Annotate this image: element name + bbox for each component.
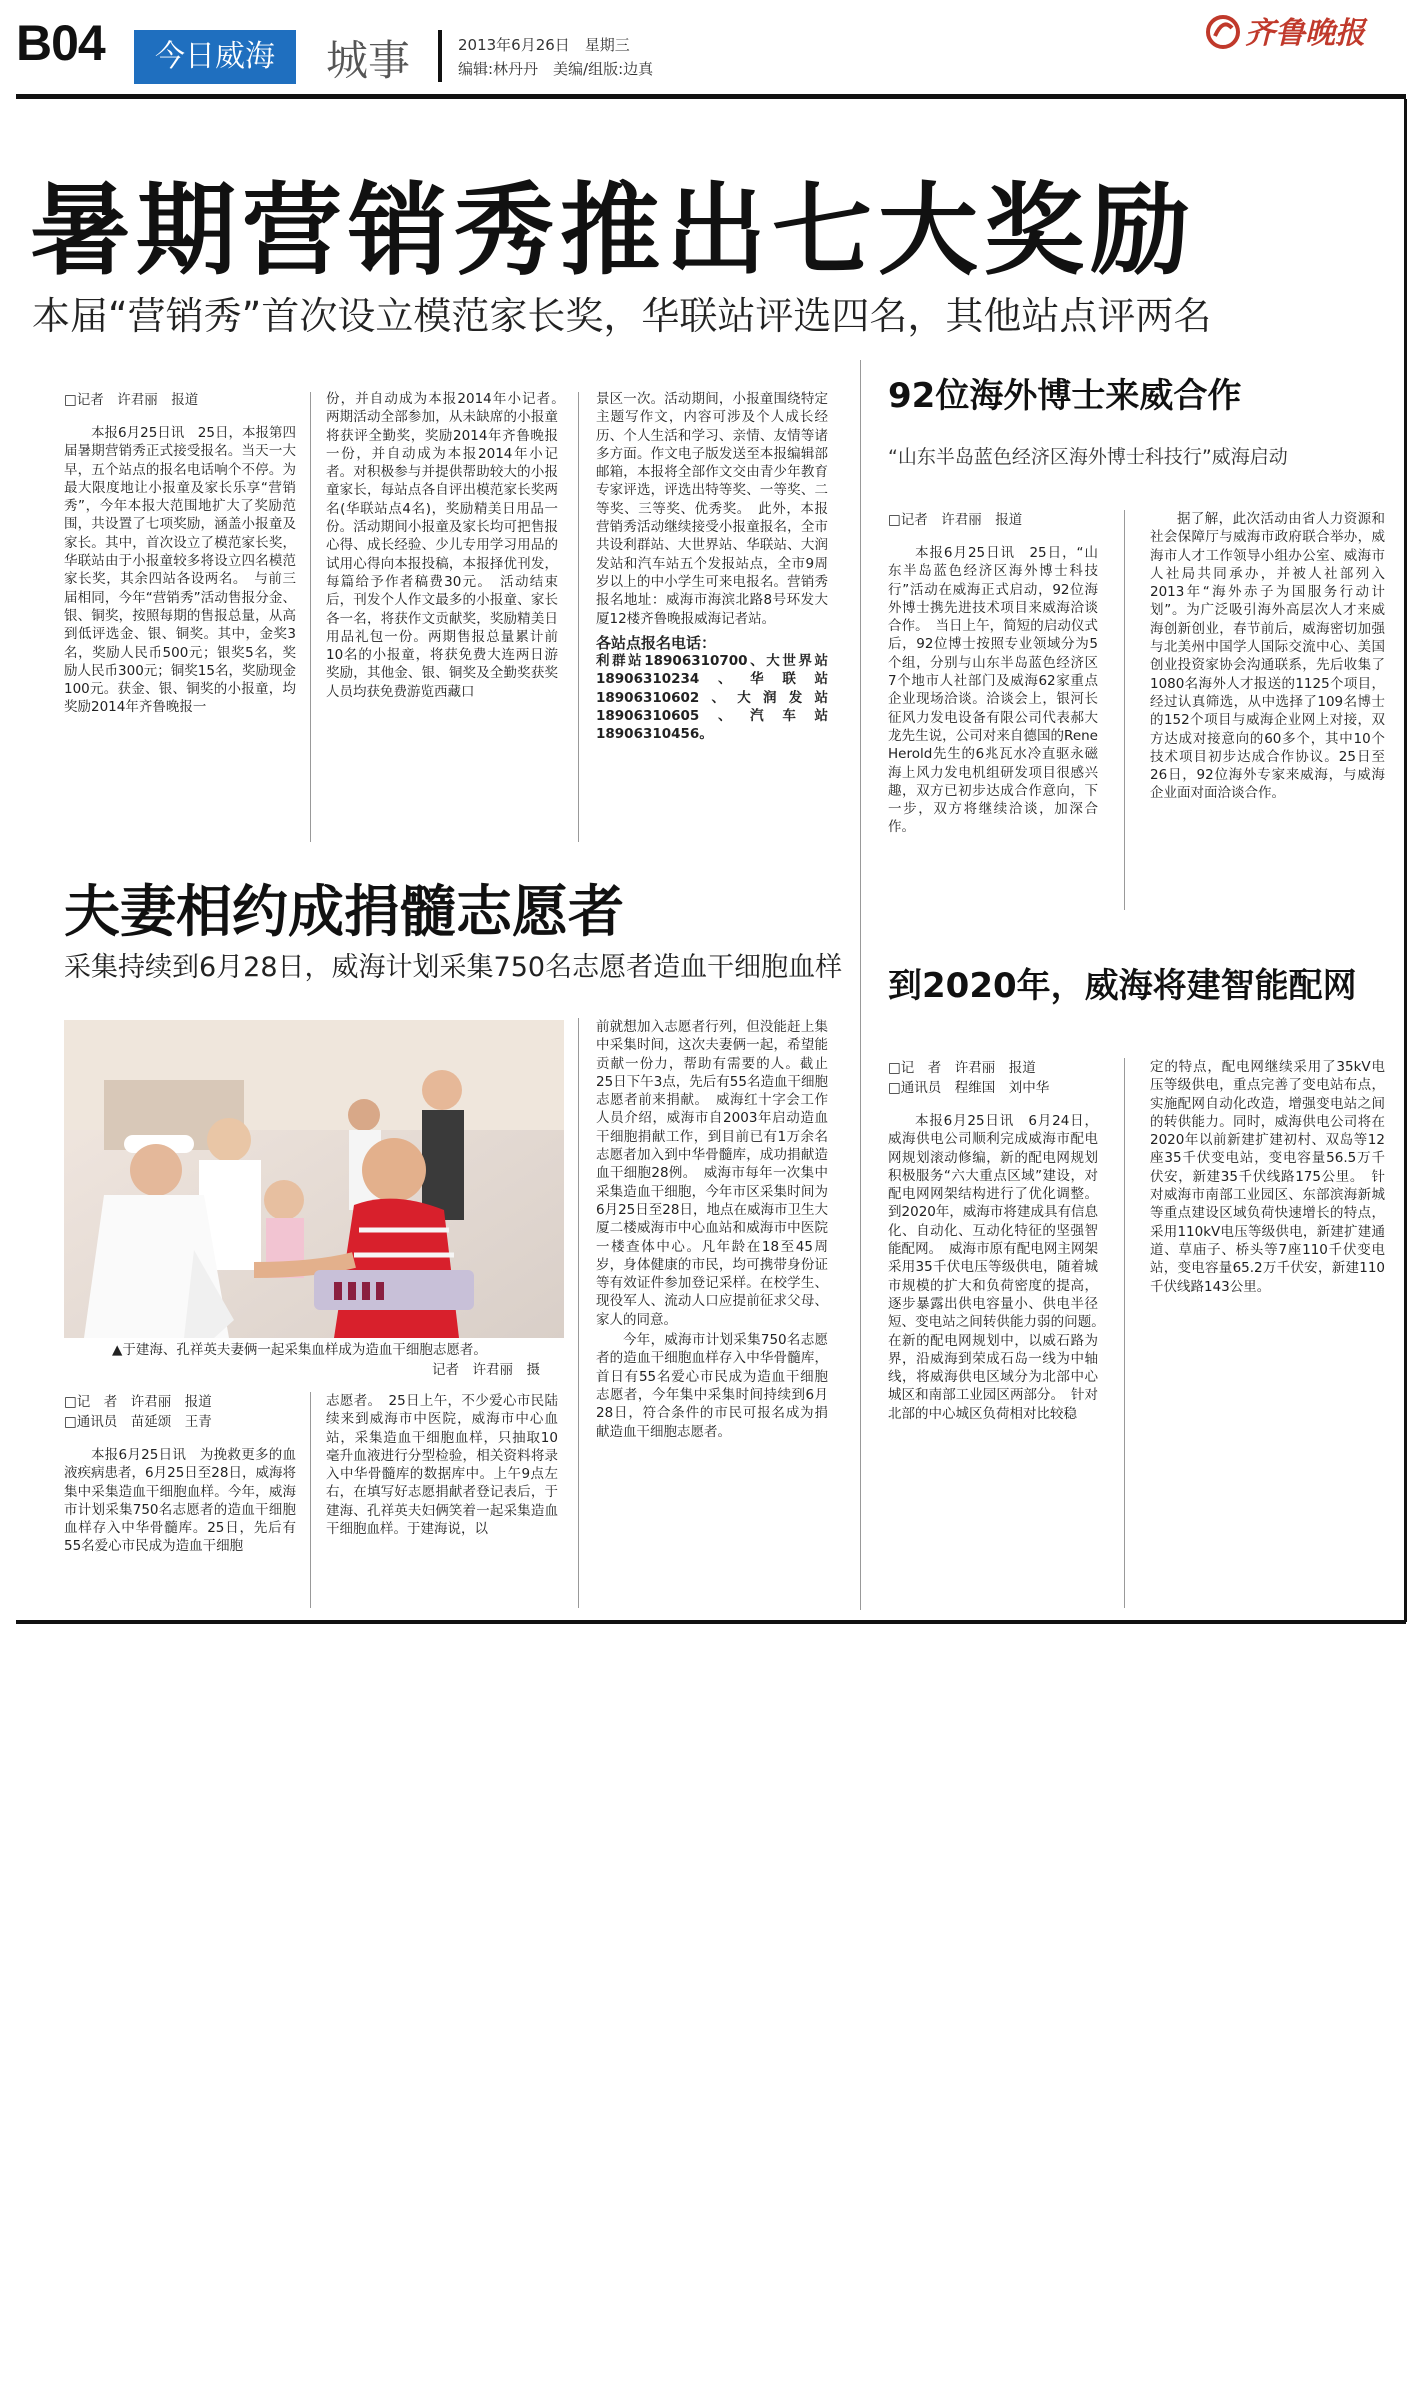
page-border [1404,99,1407,1622]
lead-byline: □记者 许君丽 报道 [64,392,199,408]
photo-caption [112,1340,562,1380]
caption-credit: 记者 许君丽 摄 [432,1362,540,1378]
lead-text-1: 本报6月25日讯 25日，本报第四届暑期营销秀正式接受报名。当天一大早，五个站点的报名电话响个不停。为最大限度地让小报童及家长乐享“营销秀”，今年本报大范围地扩大了奖励范围，共设置了七项奖励，涵盖小报童及家长。其中，首次设立了模范家长奖，华联站由于小报童较多将设立四名模范家长奖，其余四站各设两名。 与前三届相同，今年“营销秀”活动售报分金、银、铜奖，按照每期的售报总量，从高到低评选金、银、铜奖。其中，金奖3名，奖励人民币500元；银奖5名，奖励人民币300元；铜奖15名，奖励现金100元。获金、银、铜奖的小报童，均奖励2014年齐鲁晚报一 [64,425,296,716]
header-rule [16,94,1406,99]
story2-column-3 [596,1018,828,1441]
column-divider [310,1392,311,1608]
lead-text-3: 景区一次。活动期间，小报童围绕特定主题写作文，内容可涉及个人成长经历、个人生活和学习、亲情、友情等诸多方面。作文电子版发送至本报编辑部邮箱，本报将全部作文交由青少年教育专家评选，评选出特等奖、一等奖、二等奖、三等奖、优秀奖。 此外，本报营销秀活动继续接受小报童报名，全市共设利群站、大世界站、华联站、大润发站和汽车站五个发报站点，全市9周岁以上的中小学生可来电报名。营销秀报名地址：威海市海滨北路8号环发大厦12楼齐鲁晚报威海记者站。 [596,391,828,627]
lead-column-1 [64,390,296,717]
story2-headline: 夫妻相约成捐髓志愿者 [64,880,624,945]
story2-byline-correspondent: □通讯员 苗延颂 王青 [64,1414,212,1430]
sub-section-title: 城事 [326,36,411,85]
story4-column-2 [1150,1058,1385,1296]
story2-column-2 [326,1392,558,1538]
story2-text-2: 志愿者。 25日上午，不少爱心市民陆续来到威海市中医院，威海市中心血站，采集造血干细胞血样，只抽取10毫升血液进行分型检验，相关资料将录入中华骨髓库的数据库中。上午9点左右，在填写好志愿捐献者登记表后，于建海、孔祥英夫妇俩笑着一起采集造血干细胞血样。于建海说，以 [326,1393,558,1538]
story2-subheadline: 采集持续到6月28日，威海计划采集750名志愿者造血干细胞血样 [64,952,843,983]
phones-title: 各站点报名电话： [596,633,717,652]
header-divider [438,30,442,82]
story2-text-3b: 今年，威海市计划采集750名志愿者的造血干细胞血样存入中华骨髓库，首日有55名爱心市民成为造血干细胞志愿者，今年集中采集时间持续到6月28日，符合条件的市民可报名成为捐献造血干细胞志愿者。 [596,1332,828,1440]
column-divider [578,1018,579,1608]
page-number: B04 [16,15,105,71]
story4-column-1 [888,1058,1112,1423]
story4-byline-correspondent: □通讯员 程维国 刘中华 [888,1080,1050,1096]
story3-text-2: 据了解，此次活动由省人力资源和社会保障厅与威海市政府联合举办，威海市人才工作领导小组办公室、威海市人社局共同承办，并被人社部列入2013年“海外赤子为国服务行动计划”。为广泛吸引海外高层次人才来威海创新创业，春节前后，威海密切加强与北美州中国学人国际交流中心、美国创业投资家协会沟通联系，先后收集了1080名海外人才报送的1125个项目，经过认真筛选，从中选择了109名博士的152个项目与威海企业网上对接，双方达成对接意向的60多个，其中10个技术项目初步达成合作协议。25日至26日，92位海外专家来威海，与威海企业面对面洽谈合作。 [1150,511,1385,802]
story2-byline-reporter: □记 者 许君丽 报道 [64,1394,212,1410]
issue-date: 2013年6月26日 星期三 [458,36,630,54]
news-photo [64,1020,564,1338]
section-tag: 今日威海 [134,30,296,84]
editor-credits: 编辑:林丹丹 美编/组版:边真 [458,60,654,78]
story3-headline: 92位海外博士来威合作 [888,376,1242,416]
story4-headline: 到2020年，威海将建智能配网 [888,966,1357,1006]
story4-text-1: 本报6月25日讯 6月24日，威海供电公司顺利完成威海市配电网规划滚动修编，新的配电网规划积极服务“六大重点区域”建设，对配电网网架结构进行了优化调整。到2020年，威海市将建成具有信息化、自动化、互动化特征的坚强智能配网。 威海市原有配电网主网架采用35千伏电压等级供电，随着城市规模的扩大和负荷密度的提高，逐步暴露出供电容量小、供电半径短、变电站之间转供能力弱的问题。 在新的配电网规划中，以威石路为界，沿威海到荣成石岛一线为中轴线，将威海供电区域分为北部中心城区和南部工业园区两部分。 针对北部的中心城区负荷相对比较稳 [888,1113,1112,1422]
story3-byline: □记者 许君丽 报道 [888,512,1023,528]
column-divider [1124,510,1125,910]
logo-emblem-icon [1205,8,1405,56]
caption-text: ▲于建海、孔祥英夫妻俩一起采集血样成为造血干细胞志愿者。 [112,1342,487,1358]
story4-byline-reporter: □记 者 许君丽 报道 [888,1060,1036,1076]
lead-column-3 [596,390,828,744]
blood-sampling-photo [64,1020,564,1338]
column-divider [1124,1058,1125,1608]
story3-subheadline: “山东半岛蓝色经济区海外博士科技行”威海启动 [888,446,1288,468]
newspaper-logo [1205,8,1405,56]
lead-headline: 暑期营销秀推出七大奖励 [30,172,1196,289]
footer-rule [16,1620,1406,1624]
column-divider [860,360,861,1610]
story4-text-2: 定的特点，配电网继续采用了35kV电压等级供电，重点完善了变电站布点，实施配网自动化改造，增强变电站之间的转供能力。同时，威海供电公司将在2020年以前新建扩建初村、双岛等12座35千伏变电站，变电容量56.5万千伏安，新建35千伏线路175公里。 针对威海市南部工业园区、东部滨海新城等重点建设区域负荷快速增长的特点，采用110kV电压等级供电，新建扩建通道、草庙子、桥头等7座110千伏变电站，变电容量65.2万千伏安，新建110千伏线路143公里。 [1150,1059,1385,1295]
story3-text-1: 本报6月25日讯 25日，“山东半岛蓝色经济区海外博士科技行”活动在威海正式启动，92位海外博士携先进技术项目来威海洽谈合作。 当日上午，简短的启动仪式后，92位博士按照专业领域分为5个组，分别与山东半岛蓝色经济区7个地市人社部门及威海62家重点企业现场洽谈。洽谈会上，银河长征风力发电设备有限公司代表郝大龙先生说，公司对来自德国的Rene Herold先生的6兆瓦水冷直驱永磁海上风力发电机组研发项目很感兴趣，双方已初步达成合作意向，下一步，双方将继续洽谈，加深合作。 [888,545,1098,836]
phones-list: 利群站18906310700、大世界站18906310234、华联站18906310602、大润发站18906310605、汽车站18906310456。 [596,653,828,743]
story2-text-3a: 前就想加入志愿者行列，但没能赶上集中采集时间，这次夫妻俩一起，希望能贡献一份力，帮助有需要的人。截止25日下午3点，先后有55名造血干细胞志愿者前来捐献。 威海红十字会工作人员介绍，威海市自2003年启动造血干细胞捐献工作，到目前已有1万余名志愿者加入到中华骨髓库，成功捐献造血干细胞28例。 威海市每年一次集中采集造血干细胞，今年市区采集时间为6月25日至28日，地点在威海市卫生大厦二楼威海市中心血站和威海市中医院一楼查体中心。凡年龄在18至45周岁，身体健康的市民，均可携带身份证等有效证件参加登记采样。在校学生、现役军人、流动人口应提前征求父母、家人的同意。 [596,1019,828,1328]
story3-column-2 [1150,510,1385,803]
logo-text: 齐鲁晚报 [1245,16,1365,51]
lead-column-2 [326,390,572,701]
story3-column-1 [888,510,1098,837]
lead-text-2: 份，并自动成为本报2014年小记者。 两期活动全部参加，从未缺席的小报童将获评全勤奖，奖励2014年齐鲁晚报一份，并自动成为本报2014年小记者。对积极参与并提供帮助较大的小报童家长，每站点各自评出模范家长奖两名(华联站点4名)，奖励精美日用品一份。活动期间小报童及家长均可把售报心得、成长经验、少儿专用学习用品的试用心得向本报投稿，本报择优刊发，每篇给予作者稿费30元。 活动结束后，刊发个人作文最多的小报童、家长各一名，将获作文贡献奖，奖励精美日用品礼包一份。两期售报总量累计前10名的小报童，将获免费大连两日游奖励，其他金、银、铜奖及全勤奖获奖人员均获免费游览西藏口 [326,391,572,700]
column-divider [310,392,311,842]
lead-subheadline: 本届“营销秀”首次设立模范家长奖，华联站评选四名，其他站点评两名 [32,294,1212,338]
story2-column-1 [64,1392,296,1556]
column-divider [578,392,579,842]
story2-text-1: 本报6月25日讯 为挽救更多的血液疾病患者，6月25日至28日，威海将集中采集造血干细胞血样。今年，威海市计划采集750名志愿者的造血干细胞血样存入中华骨髓库。25日，先后有55名爱心市民成为造血干细胞 [64,1447,296,1555]
